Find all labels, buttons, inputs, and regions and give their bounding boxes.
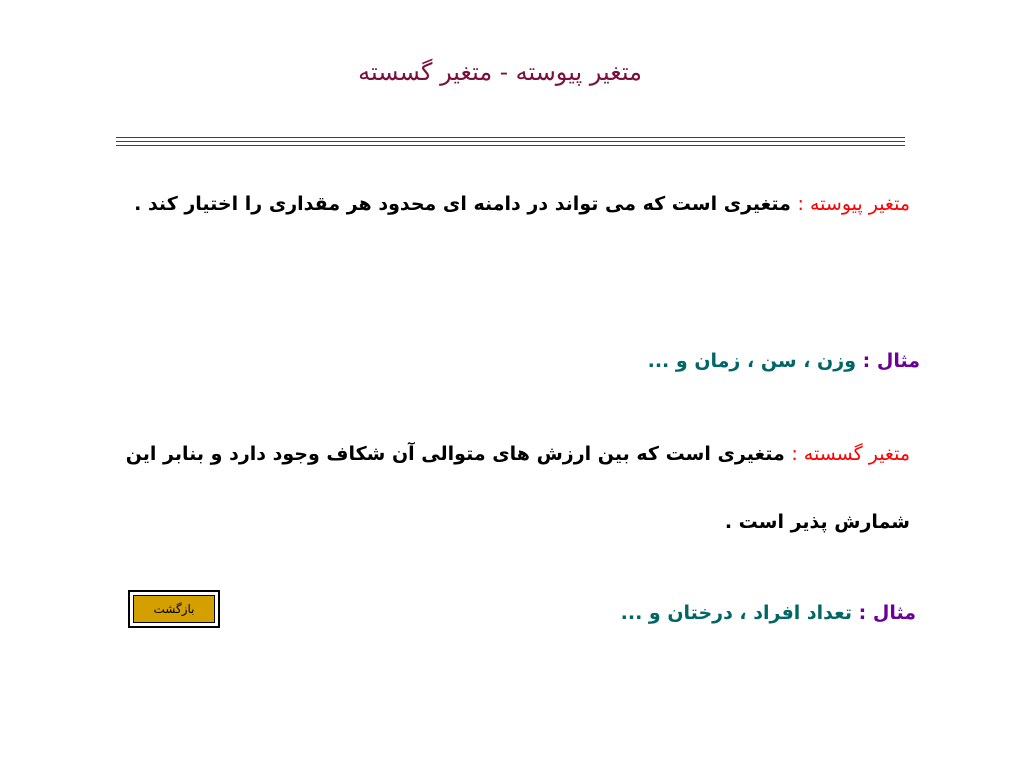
discrete-definition: [112, 420, 910, 556]
title-divider-line-2: [116, 141, 905, 142]
page-title: متغیر پیوسته - متغیر گسسته: [358, 58, 642, 86]
continuous-example: [648, 350, 920, 372]
continuous-example-value: وزن ، سن ، زمان و ...: [647, 350, 863, 372]
continuous-definition-text: متغیری است که می تواند در دامنه ای محدود هر مقداری را اختیار کند .: [134, 193, 798, 215]
continuous-example-label: مثال :: [862, 350, 920, 372]
discrete-definition-text: متغیری است که بین ارزش های متوالی آن شکاف وجود دارد و بنابر این شمارش پذیر است .: [125, 443, 910, 533]
discrete-term: متغیر گسسته :: [791, 443, 910, 465]
title-divider-line-3: [116, 145, 905, 146]
back-button[interactable]: [128, 590, 220, 628]
discrete-example: [621, 602, 916, 624]
discrete-example-label: مثال :: [858, 602, 916, 624]
continuous-definition: [112, 170, 910, 238]
discrete-example-value: تعداد افراد ، درختان و ...: [620, 602, 859, 624]
back-button-label: بازگشت: [133, 595, 215, 623]
title-divider-line-1: [116, 137, 905, 138]
continuous-term: متغیر پیوسته :: [797, 193, 910, 215]
